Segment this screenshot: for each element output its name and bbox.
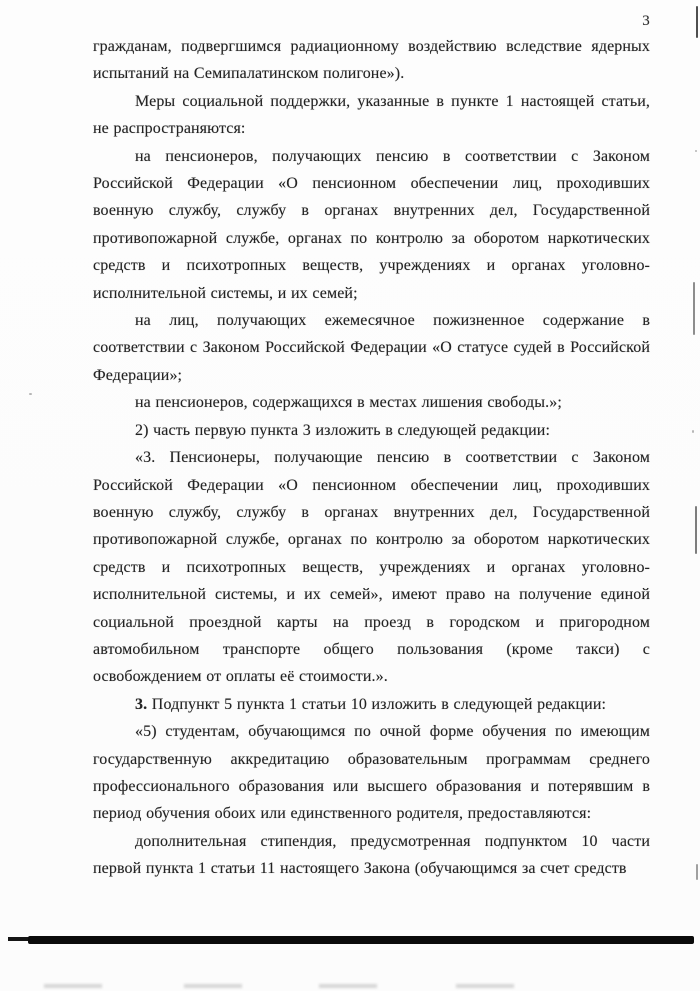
bleed-through-smudge — [184, 984, 242, 988]
paragraph: на пенсионеров, получающих пенсию в соответствии с Законом Российской Федерации «О пенсионном обеспечении лиц, проходивших военную службу, службу в органах внутренних дел, Государственной противопожарной службе, органах по контролю за оборотом наркотических средств и психотропных веществ, учреждениях и органах уголовно-исполнительной системы, и их семей; — [93, 147, 650, 302]
paragraph — [93, 691, 650, 718]
paragraph: «5) студентам, обучающимся по очной форме обучения по имеющим государственную аккредитацию образовательным программам среднего профессионального образования или высшего образования и потерявшим в период обучения обоих или единственного родителя, предоставляются: — [93, 723, 650, 823]
scan-artifact-line — [693, 282, 695, 335]
bleed-through-smudge — [456, 984, 514, 988]
bleed-through-smudge — [319, 984, 377, 988]
paragraph: гражданам, подвергшимся радиационному воздействию вследствие ядерных испытаний на Семипалатинском полигоне»). — [93, 38, 650, 83]
document-body — [93, 33, 650, 883]
paragraph: на лиц, получающих ежемесячное пожизненное содержание в соответствии с Законом Российской Федерации «О статусе судей в Российской Федерации»; — [93, 312, 650, 384]
paragraph: Меры социальной поддержки, указанные в пункте 1 настоящей статьи, не распространяются: — [93, 92, 650, 138]
scan-speck — [695, 150, 697, 152]
scan-artifact-line — [696, 864, 698, 880]
scan-artifact-line — [695, 506, 697, 554]
paragraph: «3. Пенсионеры, получающие пенсию в соответствии с Законом Российской Федерации «О пенсионном обеспечении лиц, проходивших военную службу, службу в органах внутренних дел, Государственной противопожарной службе, органах по контролю за оборотом наркотических средств и психотропных веществ, учреждениях и органах уголовно-исполнительной системы, и их семей», имеют право на получение единой социальной проездной карты на проезд в городском и пригородном автомобильном транспорте общего пользования (кроме такси) с освобождением от оплаты её стоимости.». — [93, 449, 650, 686]
clause-text: Подпункт 5 пункта 1 статьи 10 изложить в следующей редакции: — [147, 695, 607, 713]
scan-artifact-line — [696, 6, 698, 38]
scan-speck — [692, 430, 694, 433]
page-number: 3 — [642, 13, 650, 29]
paragraph: на пенсионеров, содержащихся в местах лишения свободы.»; — [135, 394, 562, 412]
clause-number: 3. — [135, 695, 148, 713]
separator-bar — [28, 936, 694, 944]
paragraph: 2) часть первую пункта 3 изложить в следующей редакции: — [135, 421, 550, 439]
paragraph: дополнительная стипендия, предусмотренная подпунктом 10 части первой пункта 1 статьи 11 настоящего Закона (обучающимся за счет средств — [93, 832, 650, 878]
scan-speck — [29, 393, 32, 395]
bleed-through-smudge — [44, 984, 102, 988]
